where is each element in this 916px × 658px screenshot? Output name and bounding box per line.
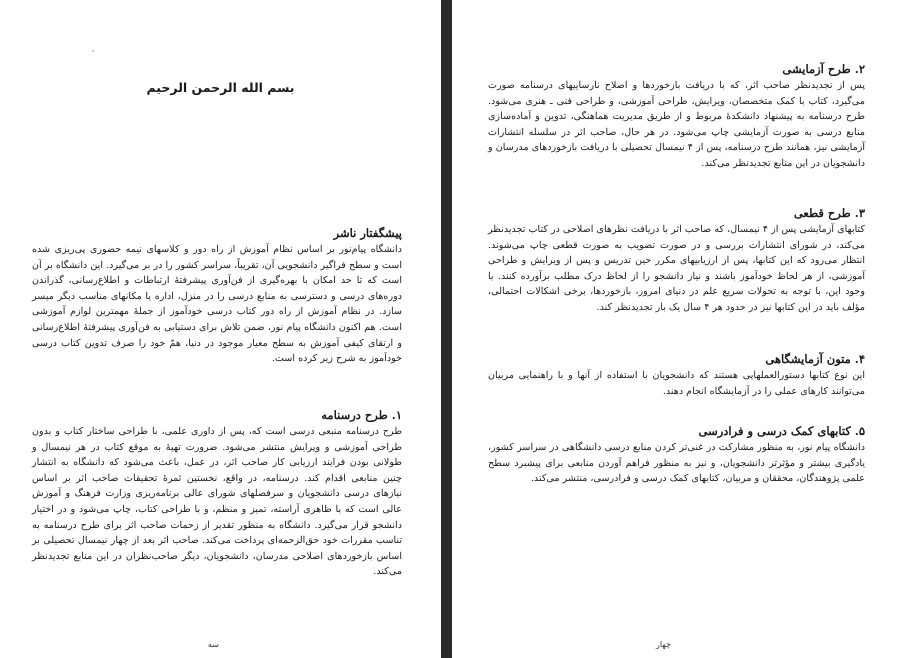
section-heading: ۱. طرح درسنامه — [321, 408, 402, 422]
section-body: پس از تجدیدنظر صاحب اثر، که با دریافت بازخوردها و اصلاح نارساییهای درسنامه صورت می‌گیرد، کتاب با کمک متخصصان، ویرایش، طراحی آموزشی، و طراحی فنی ـ هنری می‌شود. طرح درسنامه به پیشنهاد دانشکدهٔ مربوط و از طریق مدیریت هماهنگی، تدوین و آماده‌سازی منابع درسی به صورت آزمایشی چاپ می‌شود. در هر حال، صاحب اثر در سلسله انتشارات آزمایشی نیز، همانند طرح درسنامه، پس از ۴ نیمسال تحصیلی با دریافت بازخوردهای مدرسان و دانشجویان در این منابع تجدیدنظر می‌کند. — [488, 80, 866, 169]
lesson-plan-section — [32, 408, 402, 580]
section-heading: ۵. کتابهای کمک درسی و فرادرسی — [698, 424, 865, 438]
section-body: دانشگاه پیام نور، به منظور مشارکت در غنی‌تر کردن منابع درسی دانشگاهی در سراسر کشور، یادگیری بیشتر و مؤثرتر دانشجویان، و نیز به منظور فراهم آوردن منابعی برای پیشبرد سطح علمی پژوهندگان، محققان و مربیان، کتابهای کمک درسی و فرادرسی، منتشر می‌کند. — [488, 442, 865, 485]
section-body: این نوع کتابها دستورالعملهایی هستند که دانشجویان با استفاده از آنها و با راهنمایی مربیان می‌توانند کارهای عملی را در آزمایشگاه انجام دهند. — [488, 370, 865, 397]
page-number: سه — [208, 640, 219, 649]
section-body: کتابهای آزمایشی پس از ۴ نیمسال، که صاحب اثر با دریافت نظرهای اصلاحی در کتاب تجدیدنظر می‌کند، در شورای انتشارات بررسی و در صورت تصویب به صورت قطعی چاپ می‌شوند. انتظار می‌رود که این کتابها، پس از ارزیابیهای مکرر حین تدریس و پس از ویرایش و طراحی آموزشی، از هر لحاظ خودآموز باشند و نیاز دانشجو را از لحاظ درک مطلب برآورده کنند. با وجود این، با توجه به تحولات سریع علم در دنیای امروز، بازخوردها، برخی اشکالات احتمالی، مؤلف باید در این کتابها نیز در حدود هر ۴ سال یک بار تجدیدنظر کند. — [488, 224, 865, 313]
lab-texts-section — [488, 352, 865, 399]
basmala-heading: بسم الله الرحمن الرحيم — [146, 80, 295, 95]
preface-section — [32, 226, 402, 367]
final-section — [488, 206, 865, 316]
page-number: چهار — [656, 640, 671, 649]
book-gutter — [441, 0, 452, 658]
pilot-section — [488, 62, 865, 172]
section-body: طرح درسنامه منبعی درسی است که، پس از داوری علمی، با طراحی ساختار کتاب و بدون طراحی آموزشی و ویرایش منتشر می‌شود. ضرورت تهیهٔ به موقع کتاب در هر نیمسال و طولانی بودن فرایند ارزیابی کار صاحب اثر، در عمل، باعث می‌شود که دانشگاه به انتشار چنین منابعی اقدام کند. درسنامه، در واقع، نخستین ثمرهٔ تحقیقات صاحب اثر بر اساس نیازهای درسی دانشجویان و سرفصلهای شورای عالی برنامه‌ریزی وزارت فرهنگ و آموزش عالی است که با ظاهری آراسته، تمیز و منظم، و با طراحی کتاب، چاپ می‌شود و در اختیار دانشجو قرار می‌گیرد. دانشگاه به منظور تقدیر از زحمات صاحب اثر برای طرح درسنامه به تناسب مقررات خود حق‌الزحمه‌ای پرداخت می‌کند. صاحب اثر بعد از چهار نیمسال تحصیلی بر اساس بازخوردهای اصلاحی مدرسان، دانشجویان، دیگر صاحب‌نظران در این منابع تجدیدنظر می‌کند. — [32, 426, 402, 578]
left-page — [0, 0, 441, 658]
supplementary-books-section — [488, 424, 865, 487]
section-heading: ۲. طرح آزمایشی — [782, 62, 865, 76]
section-body: دانشگاه پیام‌نور بر اساس نظام آموزش از راه دور و کلاسهای نیمه حضوری پی‌ریزی شده است و سطح فراگیر دانشجویی آن، تقریباً، سراسر کشور را در بر می‌گیرد. این دانشگاه بر آن است که تا حد امکان با بهره‌گیری از فن‌آوری پیشرفتهٔ ارتباطات و اطلاع‌رسانی، گذراندن دوره‌های درسی و دسترسی به منابع درسی را در منزل، اداره یا مکانهای مناسب دیگر میسر سازد. در نظام آموزش از راه دور کتاب درسی خودآموز از جملهٔ مهمترین لوازم آموزشی است. هم اکنون دانشگاه پیام نور، ضمن تلاش برای دستیابی به فن‌آوری پیشرفتهٔ اطلاع‌رسانی و ارتقای کیفی آموزش به سطح معیار موجود در دنیا، همّ خود را صرف تدوین کتاب درسی خودآموز به شرح زیر کرده است. — [32, 244, 402, 365]
section-heading: ۳. طرح قطعی — [793, 206, 865, 220]
scan-speck — [92, 50, 94, 52]
right-page — [452, 0, 916, 658]
section-heading: ۴. متون آزمایشگاهی — [765, 352, 865, 366]
section-heading: پیشگفتار ناشر — [333, 226, 402, 240]
